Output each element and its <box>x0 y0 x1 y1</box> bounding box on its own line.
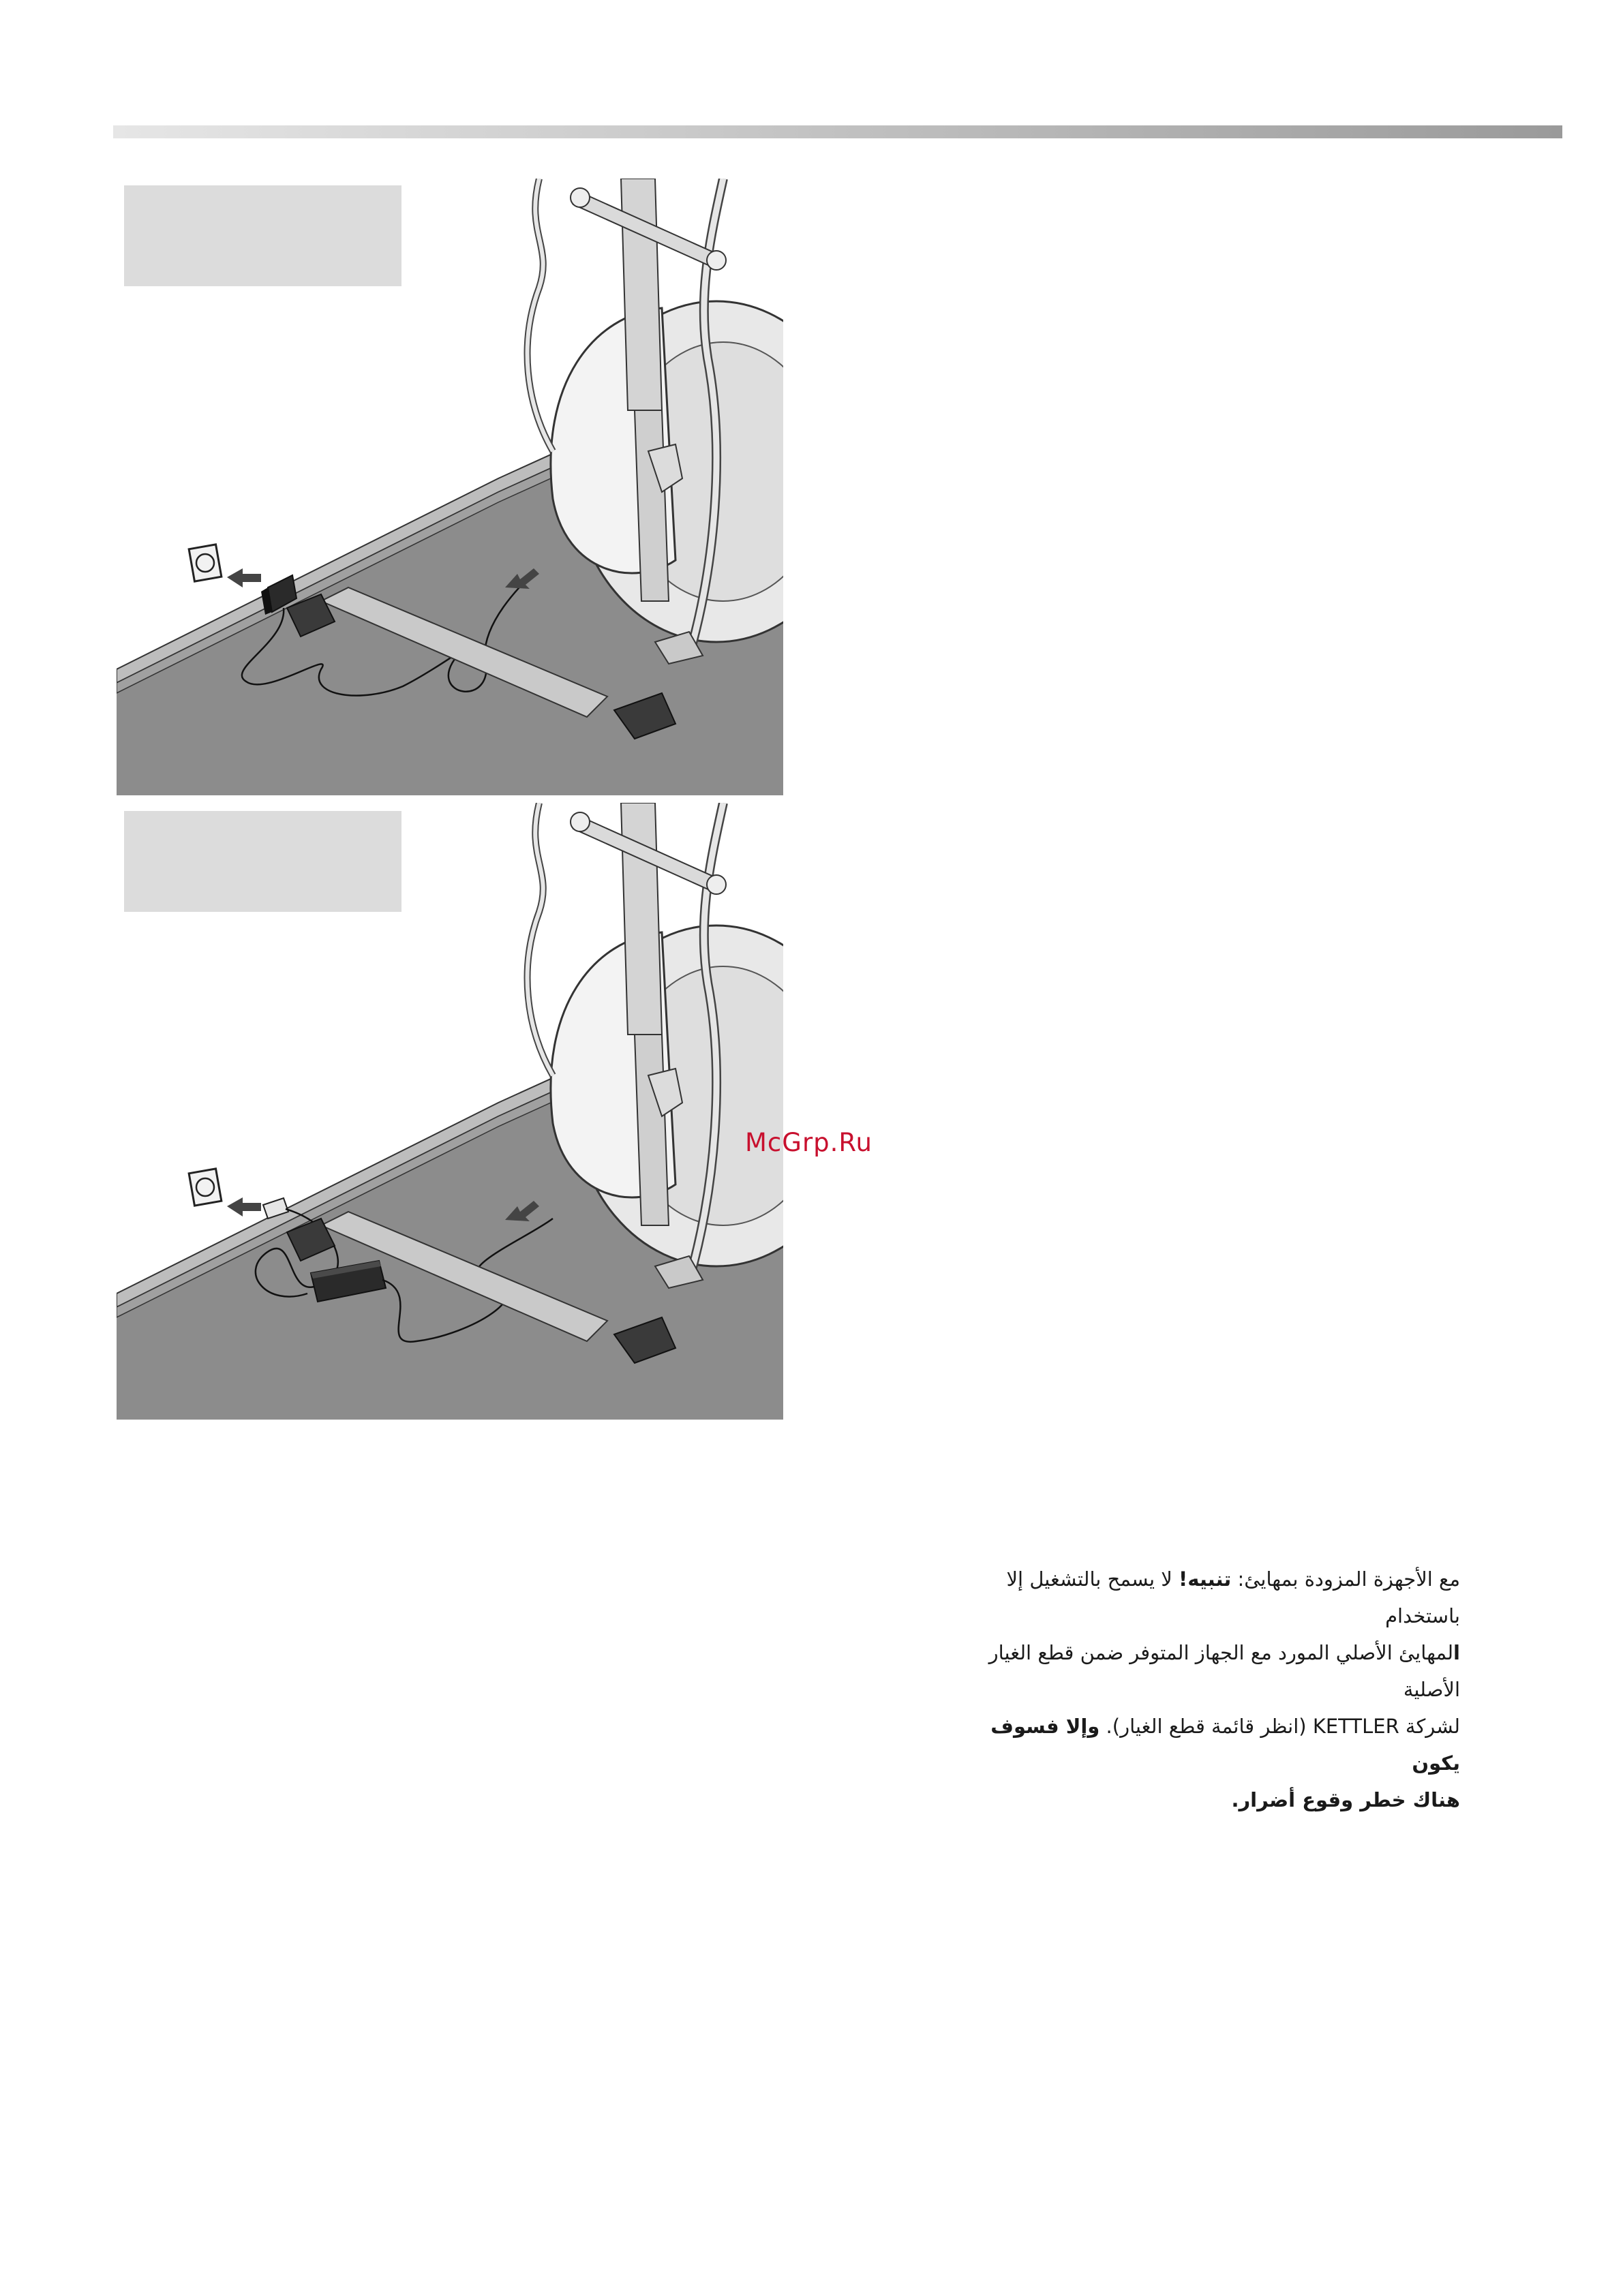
notice-line-1c: لا يسمح بالتشغيل إلا باستخدام <box>1006 1567 1460 1627</box>
notice-line-2 <box>941 1634 1460 1708</box>
notice-warning-label: تنبيه! <box>1179 1567 1232 1591</box>
wall-socket-icon <box>189 545 222 581</box>
notice-line-1a: مع الأجهزة المزودة بمهايئ: <box>1231 1567 1460 1591</box>
notice-line-4 <box>941 1781 1460 1818</box>
notice-line-3b: وإلا فسوف يكون <box>990 1715 1460 1775</box>
adapter-warning-notice <box>941 1561 1460 1818</box>
notice-line-3a: لشركة KETTLER (انظر قائمة قطع الغيار). <box>1099 1715 1460 1738</box>
watermark-text: McGrp.Ru <box>745 1128 873 1157</box>
header-bar <box>113 125 1562 138</box>
wall-socket-icon <box>189 1169 222 1206</box>
notice-line-2b: لمهايئ الأصلي المورد مع الجهاز المتوفر ضمن قطع الغيار الأصلية <box>988 1641 1460 1701</box>
notice-line-2a: ا <box>1453 1641 1460 1664</box>
label-box-bottom <box>124 811 401 912</box>
notice-line-1 <box>941 1561 1460 1634</box>
label-box-top <box>124 185 401 286</box>
notice-line-4-text: هناك خطر وقوع أضرار. <box>1231 1788 1460 1811</box>
notice-line-3 <box>941 1708 1460 1781</box>
